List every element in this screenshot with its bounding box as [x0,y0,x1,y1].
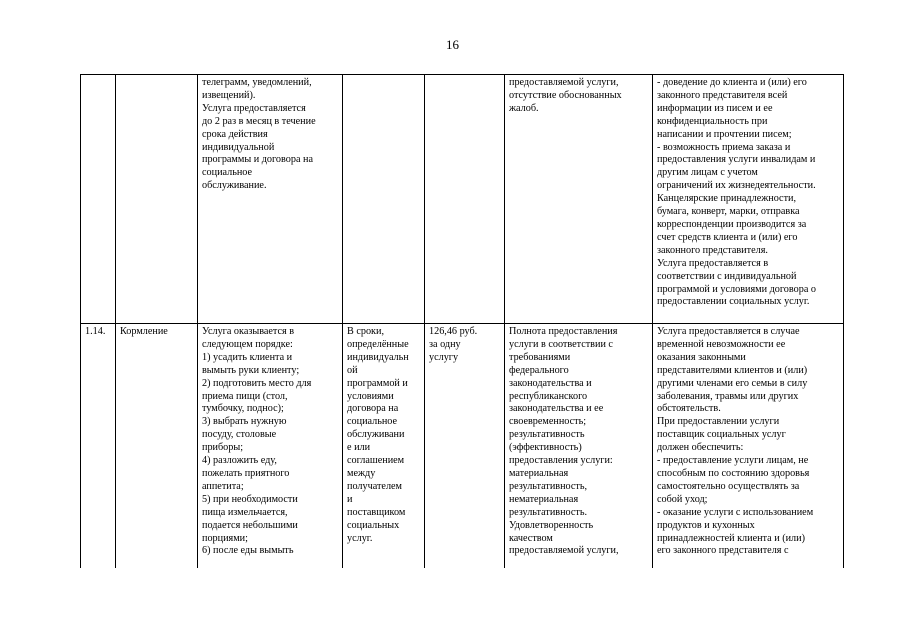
cell-text-line: соответствии с индивидуальной [657,270,797,282]
cell-text-line: 5) при необходимости [202,493,298,505]
cell-indicators [505,324,653,572]
cell-text-line: 6) после еды вымыть [202,545,294,557]
cell-text-line: договора на [347,403,399,415]
cell-text-line: (эффективность) [509,442,582,454]
cell-terms [343,324,425,572]
cell-text-line: принадлежностей клиента и (или) [657,532,805,544]
cell-text-line: и [347,493,353,505]
cell-text-line: ой [347,364,358,376]
cell-text-line: республиканского [509,390,588,402]
cell-service-name: Кормление [116,324,198,572]
cell-text-line: продуктов и кухонных [657,519,755,531]
cell-text-line: 3) выбрать нужную [202,416,287,428]
cell-content [198,75,343,324]
cell-text-line: программы и договора на [202,154,313,166]
cell-text-line: информации из писем и ее [657,102,773,114]
cell-text-line: качеством [509,532,553,544]
cell-text-line: социальное [202,167,253,179]
cell-text-line: за одну [429,338,461,350]
table-row [81,75,844,324]
cell-text-line: бумага, конверт, марки, отправка [657,206,800,218]
cell-text-line: аппетита; [202,480,244,492]
cell-text-line: предоставляемой услуги, [509,77,619,88]
cell-text-line: поставщиком [347,506,406,518]
cell-text-line: результативность [509,429,585,441]
cell-conditions [653,324,844,572]
cell-text-line: 4) разложить еду, [202,455,277,467]
cell-text-line: результативность. [509,506,588,518]
cell-text-line: 2) подготовить место для [202,377,312,389]
cell-text-line: законодательства и ее [509,403,604,415]
cell-text-line: обстоятельств. [657,403,721,415]
cell-text-line: предоставления услуги: [509,455,613,467]
cell-text-line: Услуга предоставляется в [657,257,769,269]
table-row [81,324,844,572]
cell-number [81,75,116,324]
cell-text-line: обслуживание. [202,180,267,192]
cell-text-line: корреспонденции производится за [657,218,807,230]
cell-text-line: следующем порядке: [202,338,293,350]
cell-text-line: тумбочку, поднос); [202,403,284,415]
cell-text-line: - возможность приема заказа и [657,141,791,153]
cell-text-line: - оказание услуги с использованием [657,506,814,518]
cell-text-line: конфиденциальность при [657,115,768,127]
cell-text-line: представителями клиентов и (или) [657,364,808,376]
cell-text-line: вымыть руки клиенту; [202,364,300,376]
cell-text-line: 1) усадить клиента и [202,351,293,363]
cell-text-line: должен обеспечить: [657,442,744,454]
cell-text-line: требованиями [509,351,571,363]
cell-service-name [116,75,198,324]
cell-text-line: до 2 раз в месяц в течение [202,115,316,127]
cell-text-line: определённые [347,338,409,350]
cell-text-line: предоставляемой услуги, [509,545,619,557]
cell-text-line: приема пищи (стол, [202,390,288,402]
cell-text-line: его законного представителя с [657,545,789,557]
cell-text-line: законного представителя. [657,244,768,256]
cell-text-line: способным по состоянию здоровья [657,467,810,479]
cell-text-line: индивидуальн [347,351,409,363]
cell-text-line: Услуга оказывается в [202,326,295,337]
cell-text-line: е или [347,442,371,454]
cell-text-line: программой и [347,377,408,389]
cell-text-line: Полнота предоставления [509,326,618,337]
cell-text-line: федерального [509,364,569,376]
cell-text-line: между [347,467,376,479]
cell-text-line: пища измельчается, [202,506,288,518]
cell-text-line: написании и прочтении писем; [657,128,792,140]
cell-text-line: пожелать приятного [202,467,290,479]
cell-text-line: законодательства и [509,377,592,389]
cell-content [198,324,343,572]
cell-conditions [653,75,844,324]
cell-rate [425,75,505,324]
cell-text-line: соглашением [347,455,405,467]
cell-text-line: программой и условиями договора о [657,283,816,295]
cell-text-line: самостоятельно осуществлять за [657,480,800,492]
cell-text-line: обслуживани [347,429,405,441]
cell-text-line: предоставлении социальных услуг. [657,296,810,308]
cell-text-line: индивидуальной [202,141,275,153]
cell-text-line: услугу [429,351,459,363]
cell-text-line: собой уход; [657,493,708,505]
cell-text-line: подается небольшими [202,519,298,531]
services-table [80,74,844,572]
cell-text-line: жалоб. [509,102,539,114]
cell-text-line: Услуга предоставляется [202,102,306,114]
cell-text-line: условиями [347,390,394,402]
cell-text-line: результативность, [509,480,588,492]
cell-text-line: ограничений их жизнедеятельности. [657,180,816,192]
cell-terms [343,75,425,324]
cell-text-line: отсутствие обоснованных [509,89,622,101]
cell-text-line: другими членами его семьи в силу [657,377,808,389]
page-bottom-margin [0,568,905,640]
cell-text-line: порциями; [202,532,248,544]
cell-text-line: 126,46 руб. [429,326,478,337]
cell-text-line: услуг. [347,532,373,544]
cell-text-line: материальная [509,467,569,479]
cell-text-line: телеграмм, уведомлений, [202,77,312,88]
cell-text-line: счет средств клиента и (или) его [657,231,798,243]
cell-text-line: - доведение до клиента и (или) его [657,77,807,88]
cell-text-line: Канцелярские принадлежности, [657,193,797,205]
cell-text-line: нематериальная [509,493,579,505]
cell-text-line: оказания законными [657,351,746,363]
cell-text-line: срока действия [202,128,268,140]
cell-number: 1.14. [81,324,116,572]
cell-text-line: В сроки, [347,326,384,337]
page-number: 16 [446,37,459,52]
cell-text-line: заболевания, травмы или других [657,390,799,402]
cell-text-line: своевременность; [509,416,587,428]
cell-text-line: предоставления услуги инвалидам и [657,154,816,166]
cell-rate [425,324,505,572]
cell-text-line: извещений). [202,89,256,101]
cell-text-line: законного представителя всей [657,89,788,101]
cell-text-line: временной невозможности ее [657,338,786,350]
cell-text-line: посуду, столовые [202,429,277,441]
cell-text-line: приборы; [202,442,244,454]
cell-text-line: социальных [347,519,400,531]
cell-text-line: Удовлетворенность [509,519,594,531]
cell-text-line: социальное [347,416,398,428]
cell-text-line: поставщик социальных услуг [657,429,786,441]
cell-text-line: При предоставлении услуги [657,416,780,428]
cell-text-line: получателем [347,480,402,492]
cell-text-line: Услуга предоставляется в случае [657,326,800,337]
cell-indicators [505,75,653,324]
cell-text-line: услуги в соответствии с [509,338,613,350]
cell-text-line: другим лицам с учетом [657,167,758,179]
cell-text-line: - предоставление услуги лицам, не [657,455,809,467]
